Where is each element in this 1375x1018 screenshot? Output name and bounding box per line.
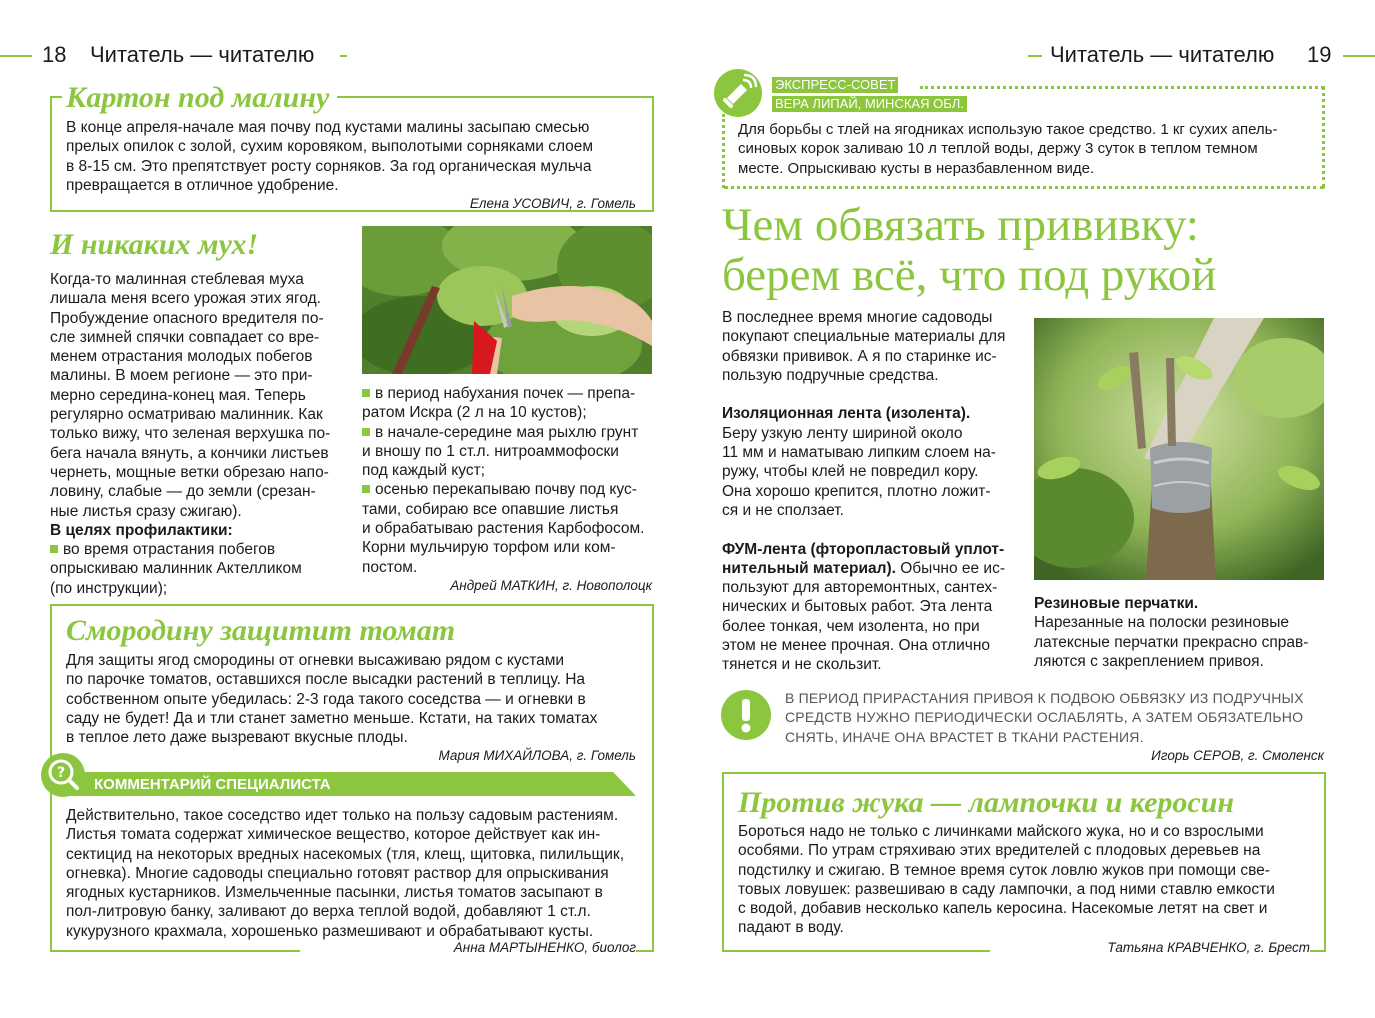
right-page-number: 19 — [1307, 42, 1332, 67]
magnifier-question-icon — [40, 752, 86, 798]
express-border-left — [722, 114, 725, 188]
svg-text:?: ? — [56, 765, 66, 781]
text-line: ружу, чтобы клей не повредил кору. — [722, 463, 979, 481]
text-line: и вношу по 1 ст.л. нитроаммофоски — [362, 442, 619, 460]
text-line: сле зимней спячки совпадает со вре- — [50, 328, 320, 346]
text-line: ляются с закреплением привоя. — [1034, 652, 1264, 670]
text-line: синовых корок заливаю 10 л теплой воды, держу 3 суток в теплом темном — [738, 140, 1258, 158]
right-header-rule-start — [1028, 55, 1042, 57]
text-line: превращается в отличное удобрение. — [66, 176, 339, 194]
express-border-top — [920, 86, 1324, 89]
text-line: СНЯТЬ, ИНАЧЕ ОНА ВРАСТЕТ В ТКАНИ РАСТЕНИЯ. — [785, 728, 1144, 745]
karton-title: Картон под малину — [62, 81, 337, 115]
zhuk-text — [738, 822, 1309, 938]
graft-taped-photo — [1034, 318, 1324, 580]
text-line: прелых опилок с золой, сухим коровяком, выполотыми сорняками слоем — [66, 138, 594, 156]
bullet-square — [50, 545, 58, 553]
text-line: ратом Искра (2 л на 10 кустов); — [362, 404, 587, 422]
bullet-square — [362, 389, 370, 397]
text-line: саду не будет! Да и тли станет заметно меньше. Кстати, на таких томатах — [66, 709, 598, 727]
right-section-title: Читатель — читателю — [1050, 42, 1275, 67]
text-line: регулярно осматриваю малинник. Как — [50, 406, 323, 424]
bullet-item: во время отрастания побегов — [50, 540, 342, 559]
express-text — [738, 120, 1318, 178]
tomat-text — [66, 651, 637, 747]
text-line: постом. — [362, 558, 418, 576]
privivka-title-line1: Чем обвязать прививку: — [722, 199, 1199, 251]
text-line: бега начала вянуть, а кончики листьев — [50, 444, 329, 462]
text-line: покупают специальные материалы для — [722, 328, 1006, 346]
karton-text — [66, 118, 641, 195]
text-line: этом не менее прочная. Она отлично — [722, 637, 991, 655]
bullet-square — [362, 428, 370, 436]
text-line: Для борьбы с тлей на ягодниках использую такое средство. 1 кг сухих апель- — [738, 121, 1278, 138]
text-line: в 8-15 см. Это препятствует росту сорняков. За год органическая мульча — [66, 157, 592, 175]
text-line: латексные перчатки прекрасно справ- — [1034, 633, 1309, 651]
tomat-author: Мария МИХАЙЛОВА, г. Гомель — [438, 748, 636, 763]
raspberry-photo-illustration — [362, 226, 652, 374]
express-author-tag: ВЕРА ЛИПАЙ, МИНСКАЯ ОБЛ. — [772, 96, 967, 112]
text-line: В ПЕРИОД ПРИРАСТАНИЯ ПРИВОЯ К ПОДВОЮ ОБВЯЗКУ ИЗ ПОДРУЧНЫХ — [785, 690, 1304, 706]
text-line: падают в воду. — [738, 919, 844, 937]
text-line: ловину, слабые — до земли (срезан- — [50, 483, 316, 501]
text-line: нительный материал). Обычно ее ис- — [722, 559, 1005, 577]
text-line: обвязки прививок. А я по старинке ис- — [722, 347, 997, 365]
gloves-heading: Резиновые перчатки. — [1034, 595, 1199, 612]
express-border-bottom — [724, 186, 1324, 189]
text-line: 11 мм и наматываю липким слоем на- — [722, 444, 996, 462]
text-line: Нарезанные на полоски резиновые — [1034, 614, 1289, 632]
text-line: кукурузного крахмала, хорошенько размешивают и обрабатывают кусты. — [66, 922, 594, 940]
left-header-rule-end — [340, 55, 347, 57]
text-line: Когда-то малинная стеблевая муха — [50, 271, 304, 288]
express-label: ЭКСПРЕСС-СОВЕТ — [772, 77, 898, 93]
express-border-right — [1322, 86, 1325, 188]
karton-author: Елена УСОВИЧ, г. Гомель — [469, 196, 636, 211]
gloves-text — [1034, 594, 1324, 671]
text-line: мерно середина-конец мая. Теперь — [50, 386, 306, 404]
spacer — [722, 385, 1014, 404]
text-line: огневка). Многие садоводы специально готовят раствор для опрыскивания — [66, 864, 609, 882]
raspberry-pruning-photo — [362, 226, 652, 374]
text-line: Пробуждение опасного вредителя по- — [50, 309, 324, 327]
text-line: более тонкая, чем изолента, но при — [722, 617, 980, 635]
comment-text — [66, 806, 637, 941]
spacer — [722, 520, 1014, 539]
text-line: опрыскиваю малинник Актелликом — [50, 560, 302, 578]
bullet-item: в период набухания почек — препа- — [362, 384, 652, 403]
text-line: тянется и не скользит. — [722, 656, 882, 674]
muh-title: И никаких мух! — [50, 228, 259, 261]
text-line: в теплое лето даже вызревают вкусные плоды. — [66, 729, 408, 747]
tape-heading: Изоляционная лента (изолента). — [722, 405, 971, 423]
text-line: (по инструкции); — [50, 579, 168, 597]
text-line: В последнее время многие садоводы — [722, 309, 993, 326]
text-line: менем отрастания молодых побегов — [50, 348, 313, 366]
text-line: лишала меня всего урожая этих ягод. — [50, 290, 321, 308]
text-line: с водой, добавив несколько капель керосина. Насекомые летят на свет и — [738, 900, 1268, 918]
text-line: Действительно, такое соседство идет только на пользу садовым растениям. — [66, 807, 619, 824]
left-section-title: Читатель — читателю — [90, 42, 315, 67]
text-line: чернеть, мощные ветки обрезаю напо- — [50, 463, 329, 481]
text-line: ся и не сползает. — [722, 501, 844, 519]
text-line: пользуют для авторемонтных, сантех- — [722, 579, 998, 597]
muh-right-text — [362, 384, 652, 577]
prophylaxis-heading: В целях профилактики: — [50, 521, 233, 539]
text-line: В конце апреля-начале мая почву под кустами малины засыпаю смесью — [66, 119, 590, 136]
text-line: пользую подручные средства. — [722, 366, 939, 384]
muh-author: Андрей МАТКИН, г. Новополоцк — [450, 578, 652, 593]
text-line: товых ловушек: развешиваю в саду лампочки, а под ними ставлю емкости — [738, 880, 1275, 898]
zhuk-author: Татьяна КРАВЧЕНКО, г. Брест — [990, 940, 1310, 956]
text-line: пол-литровую банку, заливают до верха теплой водой, добавляют 1 ст.л. — [66, 903, 591, 921]
text-line: подстилку и сжигаю. В темное время суток ловлю жуков при помощи све- — [738, 861, 1270, 879]
text-line: нических и бытовых работ. Эта лента — [722, 598, 993, 616]
text-line: и обрабатываю растения Карбофосом. — [362, 520, 645, 538]
comment-author: Анна МАРТЫНЕНКО, биолог — [300, 940, 636, 956]
left-page-number: 18 — [42, 42, 67, 67]
text-line: по парочке томатов, оставшихся после высадки растений в теплицу. На — [66, 671, 586, 689]
zhuk-title: Против жука — лампочки и керосин — [734, 786, 1238, 820]
text-line: месте. Опрыскиваю кусты в неразбавленном виде. — [738, 159, 1095, 177]
text-line: Для защиты ягод смородины от огневки высаживаю рядом с кустами — [66, 652, 565, 669]
text-line: только вижу, что зеленая верхушка по- — [50, 425, 331, 443]
text-line: Она хорошо крепится, плотно ложит- — [722, 482, 991, 500]
text-line: Корни мульчирую торфом или ком- — [362, 539, 616, 557]
comment-label: КОММЕНТАРИЙ СПЕЦИАЛИСТА — [94, 776, 331, 793]
text-line: под каждый куст; — [362, 462, 485, 480]
text-line: ные листья сразу сжигаю). — [50, 502, 242, 520]
text-line: сектицид на некоторых вредных насекомых (тля, клещ, щитовка, пилильщик, — [66, 845, 625, 863]
bullet-item: в начале-середине мая рыхлю грунт — [362, 423, 652, 442]
text-line: тами, собираю все опавшие листья — [362, 500, 619, 518]
text-line: СРЕДСТВ НУЖНО ПЕРИОДИЧЕСКИ ОСЛАБЛЯТЬ, А ЗАТЕМ ОБЯЗАТЕЛЬНО — [785, 709, 1304, 726]
text-line: особями. По утрам стряхиваю этих вредителей с плодовых деревьев на — [738, 842, 1261, 860]
bullet-square — [362, 485, 370, 493]
right-header-rule — [1343, 55, 1375, 57]
text-line: малины. В моем регионе — это при- — [50, 367, 313, 385]
tomat-title: Смородину защитит томат — [60, 614, 461, 648]
graft-photo-illustration — [1034, 318, 1324, 580]
megaphone-icon — [713, 68, 763, 118]
left-header-rule — [0, 55, 32, 57]
exclamation-icon — [720, 689, 772, 741]
privivka-author: Игорь СЕРОВ, г. Смоленск — [1151, 748, 1324, 763]
bullet-item: осенью перекапываю почву под кус- — [362, 480, 652, 499]
text-line: собственном опыте убедилась: 2-3 года такого соседства — и огневки в — [66, 690, 586, 708]
privivka-left-text — [722, 308, 1014, 675]
privivka-title-line2: берем всё, что под рукой — [722, 249, 1217, 301]
fum-heading: ФУМ-лента (фторопластовый уплот- — [722, 540, 1005, 558]
text-line: ягодных кустарников. Измельченные пасынки, листья томатов засыпают в — [66, 884, 603, 902]
muh-left-text — [50, 270, 342, 598]
text-line: Беру узкую ленту шириной около — [722, 424, 963, 442]
text-line: Листья томата содержат химическое вещество, которое действует как ин- — [66, 826, 601, 844]
text-line: Бороться надо не только с личинками майского жука, но и со взрослыми — [738, 823, 1264, 840]
warning-text — [785, 689, 1325, 747]
